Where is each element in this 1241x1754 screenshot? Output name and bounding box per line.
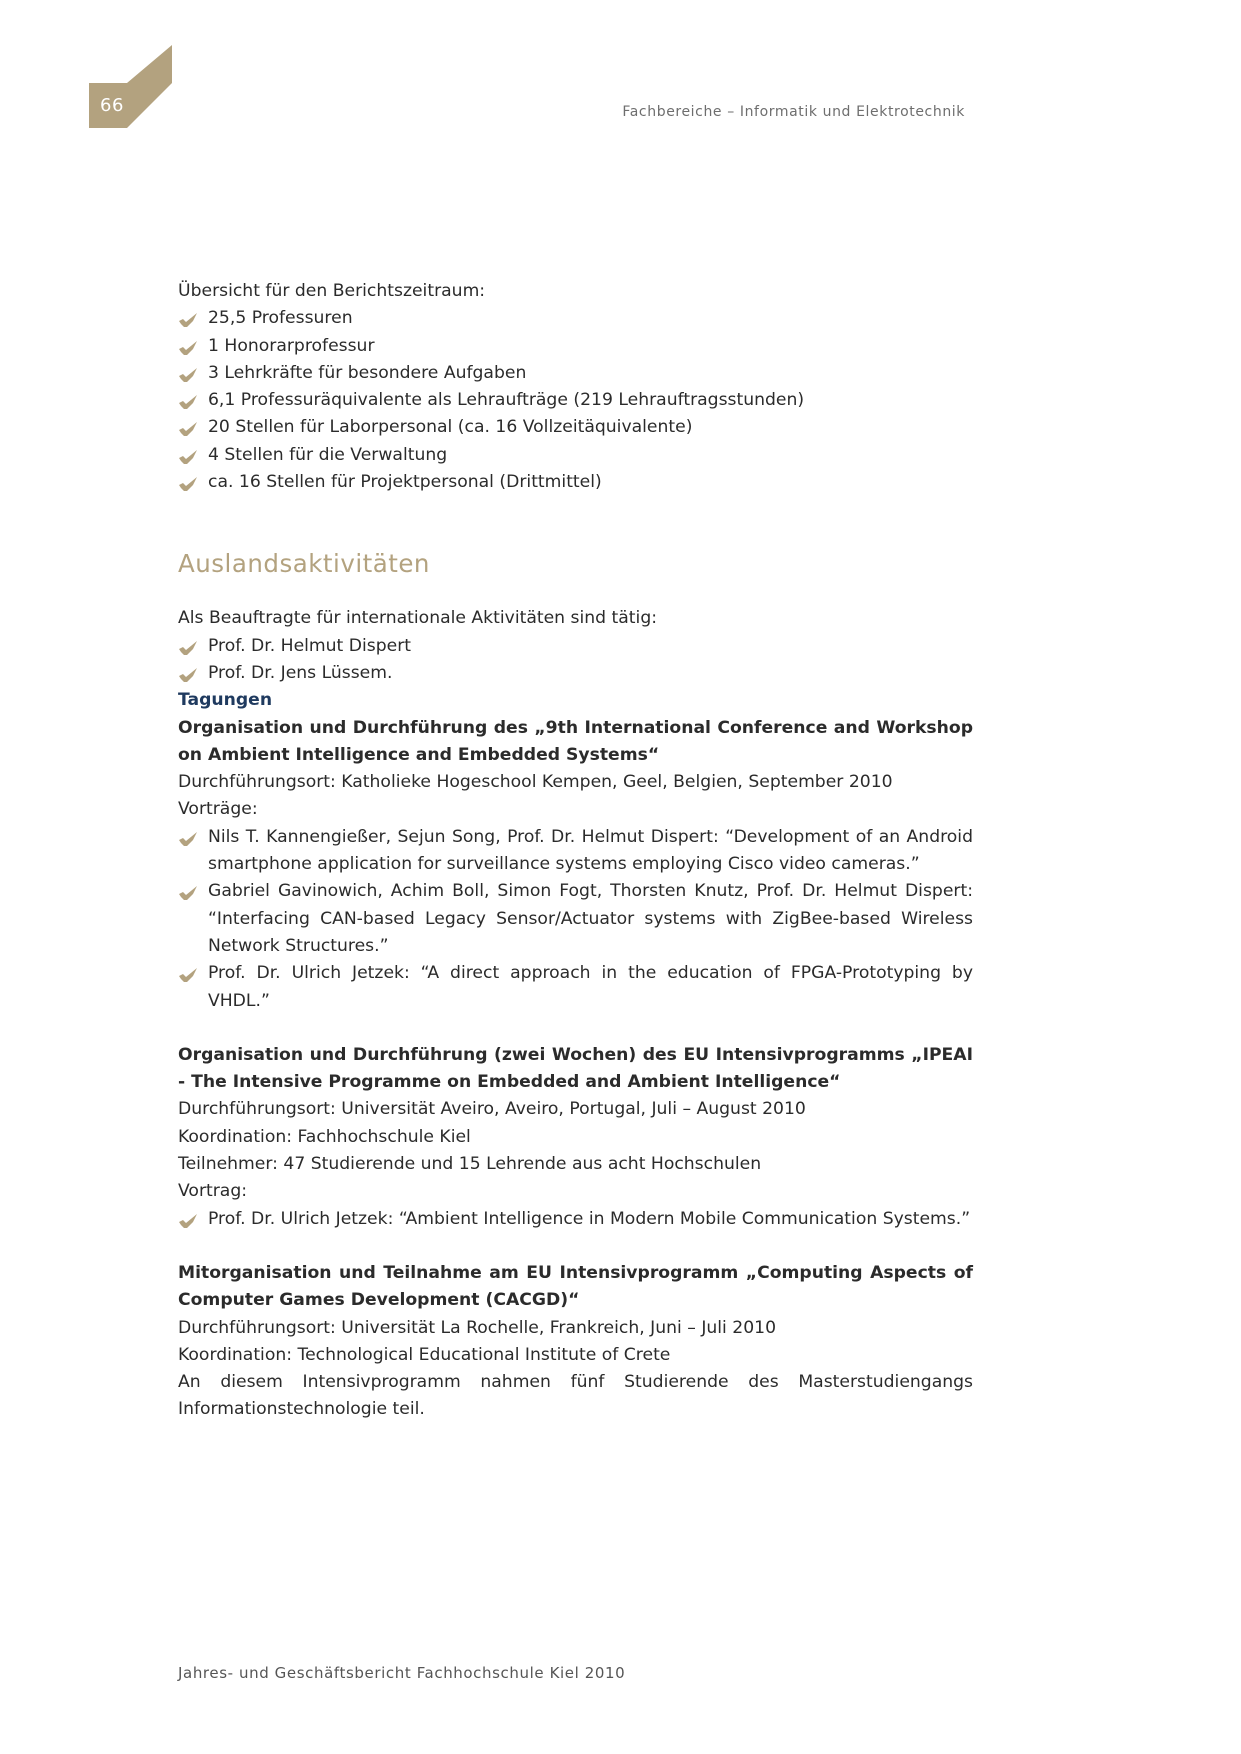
running-header: Fachbereiche – Informatik und Elektrotechnik (622, 104, 965, 120)
checkmark-icon (178, 392, 198, 408)
checkmark-icon (178, 638, 198, 654)
main-content (178, 278, 973, 1424)
checkmark-icon (178, 474, 198, 490)
list-item: Gabriel Gavinowich, Achim Boll, Simon Fogt, Thorsten Knutz, Prof. Dr. Helmut Dispert: “Interfacing CAN-based Legacy Sensor/Actuator systems with ZigBee-based Wireless Network Structures.” (178, 878, 973, 960)
checkmark-icon (178, 883, 198, 899)
checkmark-icon (178, 338, 198, 354)
event-title: Organisation und Durchführung des „9th International Conference and Workshop on Ambient Intelligence and Embedded Systems“ (178, 717, 973, 765)
list-item: Prof. Dr. Ulrich Jetzek: “Ambient Intelligence in Modern Mobile Communication Systems.” (178, 1206, 973, 1233)
checkmark-icon (178, 665, 198, 681)
event-coordination: Koordination: Technological Educational Institute of Crete (178, 1344, 671, 1365)
list-item: 20 Stellen für Laborpersonal (ca. 16 Vollzeitäquivalente) (178, 414, 973, 441)
list-item: Prof. Dr. Helmut Dispert (178, 633, 973, 660)
list-item: Prof. Dr. Jens Lüssem. (178, 660, 973, 687)
event-coordination: Koordination: Fachhochschule Kiel (178, 1126, 471, 1147)
overview-list (178, 305, 973, 496)
list-item: 3 Lehrkräfte für besondere Aufgaben (178, 360, 973, 387)
event-title: Organisation und Durchführung (zwei Wochen) des EU Intensivprogramms „IPEAI - The Intensive Programme on Embedded and Ambient Intelligence“ (178, 1044, 973, 1093)
event-title: Mitorganisation und Teilnahme am EU Intensivprogramm „Computing Aspects of Computer Games Development (CACGD)“ (178, 1262, 973, 1311)
list-item: Prof. Dr. Ulrich Jetzek: “A direct approach in the education of FPGA-Prototyping by VHDL.” (178, 960, 973, 1015)
checkmark-icon (178, 419, 198, 435)
checkmark-icon (178, 965, 198, 981)
talks-list (178, 824, 973, 1015)
event-location: Durchführungsort: Universität Aveiro, Aveiro, Portugal, Juli – August 2010 (178, 1099, 806, 1120)
page-footer: Jahres- und Geschäftsbericht Fachhochschule Kiel 2010 (178, 1664, 626, 1682)
event-talks-label: Vorträge: (178, 799, 258, 820)
event-ambient-intelligence-conference (178, 715, 973, 1015)
overview-intro: Übersicht für den Berichtszeitraum: (178, 281, 486, 301)
checkmark-icon (178, 447, 198, 463)
abroad-intro: Als Beauftragte für internationale Aktivitäten sind tätig: (178, 608, 658, 629)
list-item: 25,5 Professuren (178, 305, 973, 332)
event-participants: Teilnehmer: 47 Studierende und 15 Lehrende aus acht Hochschulen (178, 1154, 762, 1175)
list-item: 4 Stellen für die Verwaltung (178, 442, 973, 469)
section-heading-abroad: Auslandsaktivitäten (178, 549, 430, 579)
event-location: Durchführungsort: Universität La Rochelle, Frankreich, Juni – Juli 2010 (178, 1317, 777, 1338)
page-number: 66 (100, 95, 124, 116)
event-talks-label: Vortrag: (178, 1181, 248, 1202)
checkmark-icon (178, 1211, 198, 1227)
checkmark-icon (178, 365, 198, 381)
event-ipeai-programme (178, 1042, 973, 1233)
list-item: 6,1 Professuräquivalente als Lehraufträge (219 Lehrauftragsstunden) (178, 387, 973, 414)
event-cacgd-programme (178, 1260, 973, 1424)
abroad-list (178, 633, 973, 688)
list-item: 1 Honorarprofessur (178, 333, 973, 360)
talks-list (178, 1206, 973, 1233)
subheading-conferences: Tagungen (178, 690, 273, 711)
event-location: Durchführungsort: Katholieke Hogeschool Kempen, Geel, Belgien, September 2010 (178, 772, 893, 793)
list-item: ca. 16 Stellen für Projektpersonal (Drittmittel) (178, 469, 973, 496)
checkmark-icon (178, 829, 198, 845)
checkmark-icon (178, 310, 198, 326)
event-note: An diesem Intensivprogramm nahmen fünf Studierende des Masterstudiengangs Informationstechnologie teil. (178, 1372, 973, 1420)
list-item: Nils T. Kannengießer, Sejun Song, Prof. Dr. Helmut Dispert: “Development of an Android smartphone application for surveillance systems employing Cisco video cameras.” (178, 824, 973, 879)
